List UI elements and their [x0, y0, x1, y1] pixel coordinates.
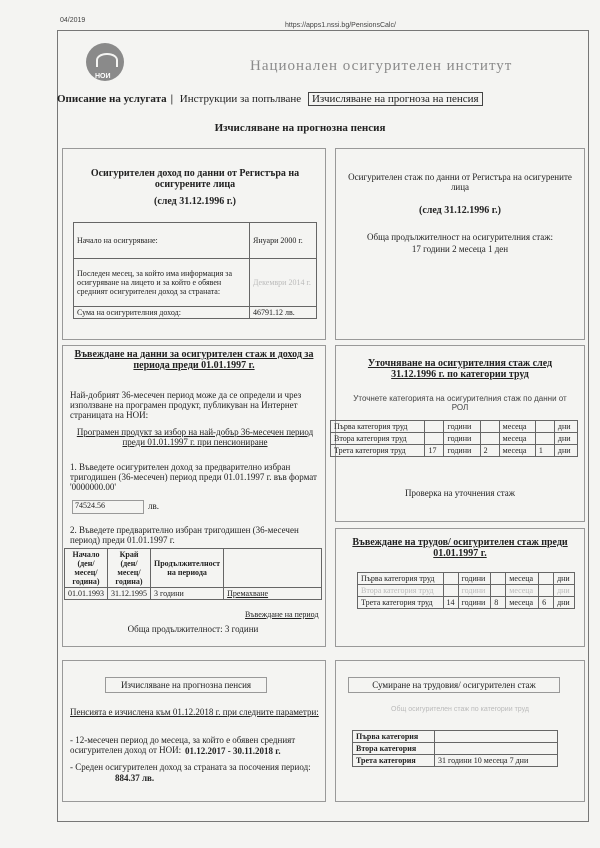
service-subtitle: (след 31.12.1996 г.) — [419, 205, 501, 216]
unit-years: години — [458, 597, 491, 609]
refine-y-3[interactable]: 17 — [425, 445, 444, 457]
col-duration: Продължителност на периода — [151, 549, 224, 588]
unit-years: години — [458, 585, 491, 597]
summary-subtitle: Общ осигурителен стаж по категории труд — [391, 706, 529, 713]
logo-text: НОИ — [95, 73, 111, 80]
income-table — [73, 222, 317, 319]
check-refine-button[interactable]: Проверка на уточнения стаж — [405, 488, 515, 498]
add-period-link[interactable]: Въвеждане на период — [245, 610, 319, 619]
unit-years: години — [444, 445, 480, 457]
refine-d-2[interactable] — [535, 433, 554, 445]
summary-cat-1: Първа категория — [353, 731, 435, 743]
col-action — [224, 549, 322, 588]
unit-days: дни — [554, 445, 577, 457]
income-start-label: Начало на осигуряване: — [74, 223, 250, 259]
unit-months: месеца — [506, 597, 539, 609]
institute-title: Национален осигурителен институт — [250, 58, 513, 74]
summary-button[interactable]: Сумиране на трудовия/ осигурителен стаж — [348, 677, 560, 693]
labor-y-3[interactable]: 14 — [443, 597, 458, 609]
refine-d-3[interactable]: 1 — [535, 445, 554, 457]
refine-cat-2: Втора категория труд — [331, 433, 425, 445]
labor-m-2[interactable] — [491, 585, 506, 597]
period-start: 01.01.1993 — [65, 588, 108, 600]
calc-button[interactable]: Изчисляване на прогнозна пенсия — [105, 677, 267, 693]
nav-instructions[interactable]: Инструкции за попълване — [179, 93, 302, 105]
service-total-label: Обща продължителност на осигурителния стаж: — [366, 232, 553, 242]
labor-cat-2: Втора категория труд — [358, 585, 444, 597]
labor-title: Въвеждане на трудов/ осигурителен стаж преди 01.01.1997 г. — [352, 537, 568, 559]
income-last-label: Последен месец, за който има информация за осигуряване на лицето и за който е обявен средният осигурителен доход за страната: — [74, 259, 250, 307]
pre97-title: Въвеждане на данни за осигурителен стаж и доход за периода преди 01.01.1997 г. — [74, 349, 314, 371]
refine-cat-3: Трета категория труд — [331, 445, 425, 457]
summary-table — [352, 730, 558, 767]
pre97-income-unit: лв. — [148, 501, 159, 511]
income-sum-label: Сума на осигурителния доход: — [74, 307, 250, 319]
col-start: Начало (ден/ месец/ година) — [65, 549, 108, 588]
summary-val-2 — [435, 743, 558, 755]
main-nav — [57, 93, 487, 105]
labor-m-3[interactable]: 8 — [491, 597, 506, 609]
period-end: 31.12.1995 — [108, 588, 151, 600]
summary-cat-3: Трета категория — [353, 755, 435, 767]
labor-y-2[interactable] — [443, 585, 458, 597]
unit-days: дни — [554, 597, 575, 609]
income-subtitle: (след 31.12.1996 г.) — [154, 196, 236, 207]
period-table — [64, 548, 322, 600]
pre97-income-input[interactable]: 74524.56 — [72, 500, 144, 514]
unit-months: месеца — [499, 421, 535, 433]
calc-avg-value: 884.37 лв. — [115, 773, 155, 783]
browser-url: https://apps1.nssi.bg/PensionsCalc/ — [285, 22, 396, 29]
labor-table — [357, 572, 575, 609]
labor-d-2[interactable] — [539, 585, 554, 597]
income-last-value: Декември 2014 г. — [250, 259, 317, 307]
labor-m-1[interactable] — [491, 573, 506, 585]
summary-cat-2: Втора категория — [353, 743, 435, 755]
labor-d-1[interactable] — [539, 573, 554, 585]
pre97-paragraph: Най-добрият 36-месечен период може да се определи и чрез използване на програмен продукт, публикуван на Интернет страницата на НОИ: — [70, 390, 302, 420]
unit-years: години — [458, 573, 491, 585]
pre97-step2: 2. Въведете предварително избран тригодишен (36-месечен период) преди 01.01.1997 г. — [70, 525, 299, 545]
service-title: Осигурителен стаж по данни от Регистъра на осигурените лица — [348, 172, 572, 192]
unit-months: месеца — [506, 573, 539, 585]
page-title: Изчисляване на прогнозна пенсия — [214, 122, 386, 134]
summary-val-3: 31 години 10 месеца 7 дни — [435, 755, 558, 767]
calc-period-label: - 12-месечен период до месеца, за който е обявен средният осигурителен доход от НОИ: — [70, 735, 296, 755]
period-duration: 3 години — [151, 588, 224, 600]
unit-months: месеца — [499, 433, 535, 445]
calc-period-value: 01.12.2017 - 30.11.2018 г. — [185, 746, 281, 756]
labor-d-3[interactable]: 6 — [539, 597, 554, 609]
calc-params: Пенсията е изчислена към 01.12.2018 г. при следните параметри: — [70, 707, 319, 717]
income-sum-value: 46791.12 лв. — [250, 307, 317, 319]
refine-title: Уточняване на осигурителния стаж след 31.12.1996 г. по категории труд — [367, 358, 553, 380]
browser-date: 04/2019 — [60, 17, 86, 24]
pre97-tool-link[interactable]: Програмен продукт за избор на най-добър 36-месечен период преди 01.01.1997 г. при пенсиониране — [76, 427, 314, 447]
unit-months: месеца — [506, 585, 539, 597]
refine-m-3[interactable]: 2 — [480, 445, 499, 457]
refine-subtitle: Уточнете категорията на осигурителния стаж по данни от РОЛ — [353, 394, 567, 412]
refine-m-1[interactable] — [480, 421, 499, 433]
nav-separator: | — [170, 93, 174, 105]
service-total-value: 17 години 2 месеца 1 ден — [411, 244, 509, 254]
labor-cat-3: Трета категория труд — [358, 597, 444, 609]
labor-cat-1: Първа категория труд — [358, 573, 444, 585]
col-end: Край (ден/ месец/ година) — [108, 549, 151, 588]
refine-y-2[interactable] — [425, 433, 444, 445]
unit-months: месеца — [499, 445, 535, 457]
refine-m-2[interactable] — [480, 433, 499, 445]
nav-description[interactable]: Описание на услугата — [57, 93, 167, 105]
unit-days: дни — [554, 573, 575, 585]
unit-days: дни — [554, 585, 575, 597]
nav-calc[interactable]: Изчисляване на прогноза на пенсия — [308, 92, 483, 106]
unit-years: години — [444, 433, 480, 445]
summary-val-1 — [435, 731, 558, 743]
unit-days: дни — [554, 433, 577, 445]
unit-years: години — [444, 421, 480, 433]
income-title: Осигурителен доход по данни от Регистъра на осигурените лица — [90, 168, 300, 190]
unit-days: дни — [554, 421, 577, 433]
pre97-total: Обща продължителност: 3 години — [127, 624, 259, 634]
refine-d-1[interactable] — [535, 421, 554, 433]
pre97-step1: 1. Въведете осигурителен доход за предварително избран тригодишен (36-месечен) период преди 01.01.1997 г. във формат '0000000.00' — [70, 462, 317, 492]
labor-y-1[interactable] — [443, 573, 458, 585]
remove-period-link[interactable]: Премахване — [224, 588, 322, 600]
calc-avg-label: - Среден осигурителен доход за страната за посочения период: — [70, 762, 311, 772]
income-start-value: Януари 2000 г. — [250, 223, 317, 259]
refine-cat-1: Първа категория труд — [331, 421, 425, 433]
refine-table — [330, 420, 578, 457]
refine-y-1[interactable] — [425, 421, 444, 433]
